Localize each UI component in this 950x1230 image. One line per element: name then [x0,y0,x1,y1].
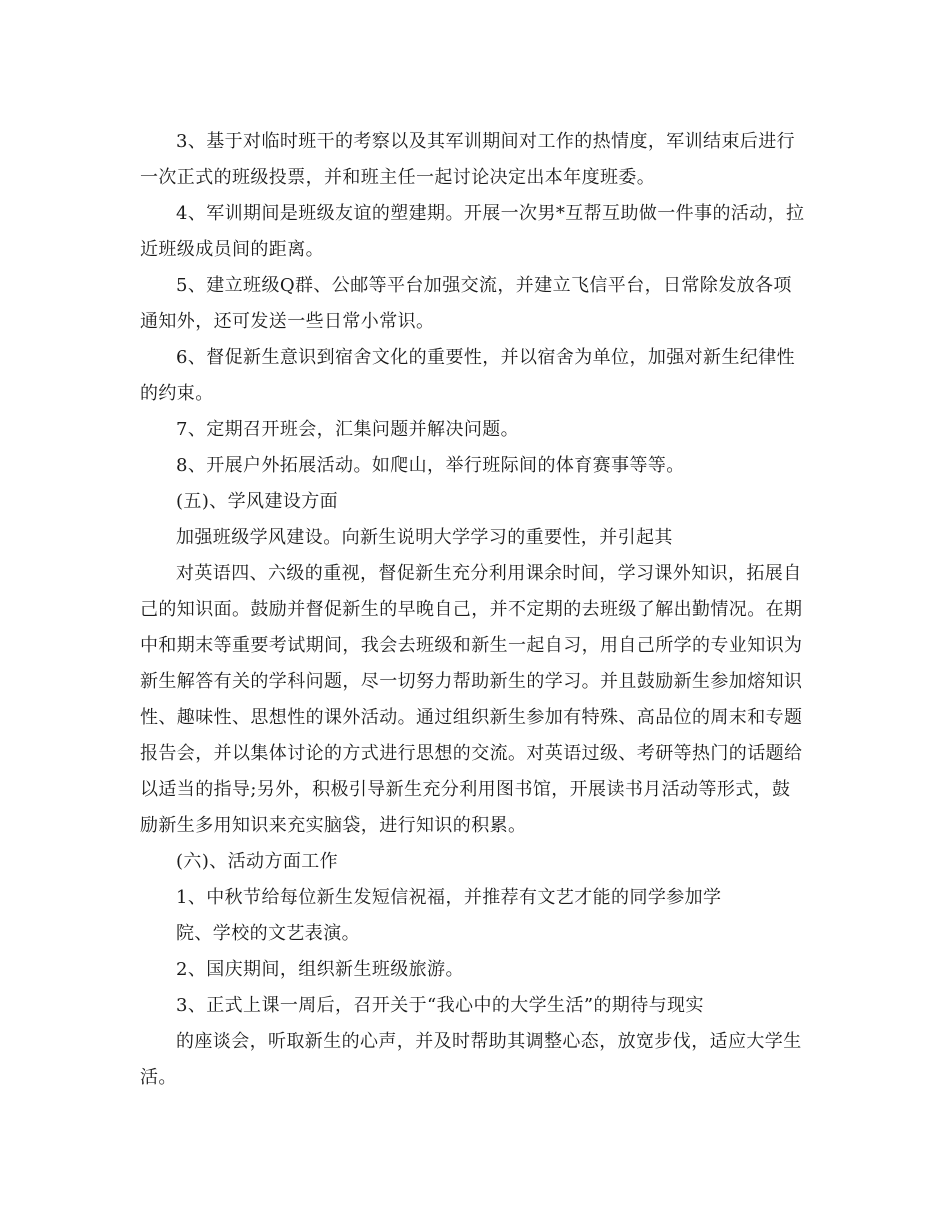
text-line: 7、定期召开班会，汇集问题并解决问题。 [176,419,520,440]
text-line: 加强班级学风建设。向新生说明大学学习的重要性，并引起其 [176,527,673,548]
text-line: 院、学校的文艺表演。 [176,923,360,944]
text-line: 报告会，并以集体讨论的方式进行思想的交流。对英语过级、考研等热门的话题给 [140,743,803,764]
text-line: 励新生多用知识来充实脑袋，进行知识的积累。 [140,815,527,836]
text-line: 以适当的指导;另外，积极引导新生充分利用图书馆，开展读书月活动等形式，鼓 [140,779,791,800]
text-line: (六)、活动方面工作 [176,851,339,872]
text-line: 新生解答有关的学科问题，尽一切努力帮助新生的学习。并且鼓励新生参加熔知识 [140,671,803,692]
text-line: 通知外，还可发送一些日常小常识。 [140,311,435,332]
text-line: 3、正式上课一周后，召开关于“我心中的大学生活”的期待与现实 [176,995,704,1016]
text-line: (五)、学风建设方面 [176,491,339,512]
text-line: 6、督促新生意识到宿舍文化的重要性，并以宿舍为单位，加强对新生纪律性 [176,347,796,368]
text-line: 近班级成员间的距离。 [140,239,324,260]
text-line: 4、军训期间是班级友谊的塑建期。开展一次男*互帮互助做一件事的活动，拉 [176,203,805,224]
text-line: 己的知识面。鼓励并督促新生的早晚自己，并不定期的去班级了解出勤情况。在期 [140,599,803,620]
document-body [140,124,812,1096]
text-line: 的约束。 [140,383,214,404]
text-line: 5、建立班级Q群、公邮等平台加强交流，并建立飞信平台，日常除发放各项 [176,275,792,296]
text-line: 一次正式的班级投票，并和班主任一起讨论决定出本年度班委。 [140,167,656,188]
text-line: 活。 [140,1067,177,1088]
text-line: 性、趣味性、思想性的课外活动。通过组织新生参加有特殊、高品位的周末和专题 [140,707,803,728]
text-line: 1、中秋节给每位新生发短信祝福，并推荐有文艺才能的同学参加学 [176,887,722,908]
text-line: 中和期末等重要考试期间，我会去班级和新生一起自习，用自己所学的专业知识为 [140,635,803,656]
text-line: 的座谈会，听取新生的心声，并及时帮助其调整心态，放宽步伐，适应大学生 [176,1031,802,1052]
text-line: 2、国庆期间，组织新生班级旅游。 [176,959,464,980]
text-line: 8、开展户外拓展活动。如爬山，举行班际间的体育赛事等等。 [176,455,685,476]
text-line: 3、基于对临时班干的考察以及其军训期间对工作的热情度，军训结束后进行 [176,131,796,152]
text-line: 对英语四、六级的重视，督促新生充分利用课余时间，学习课外知识，拓展自 [176,563,802,584]
